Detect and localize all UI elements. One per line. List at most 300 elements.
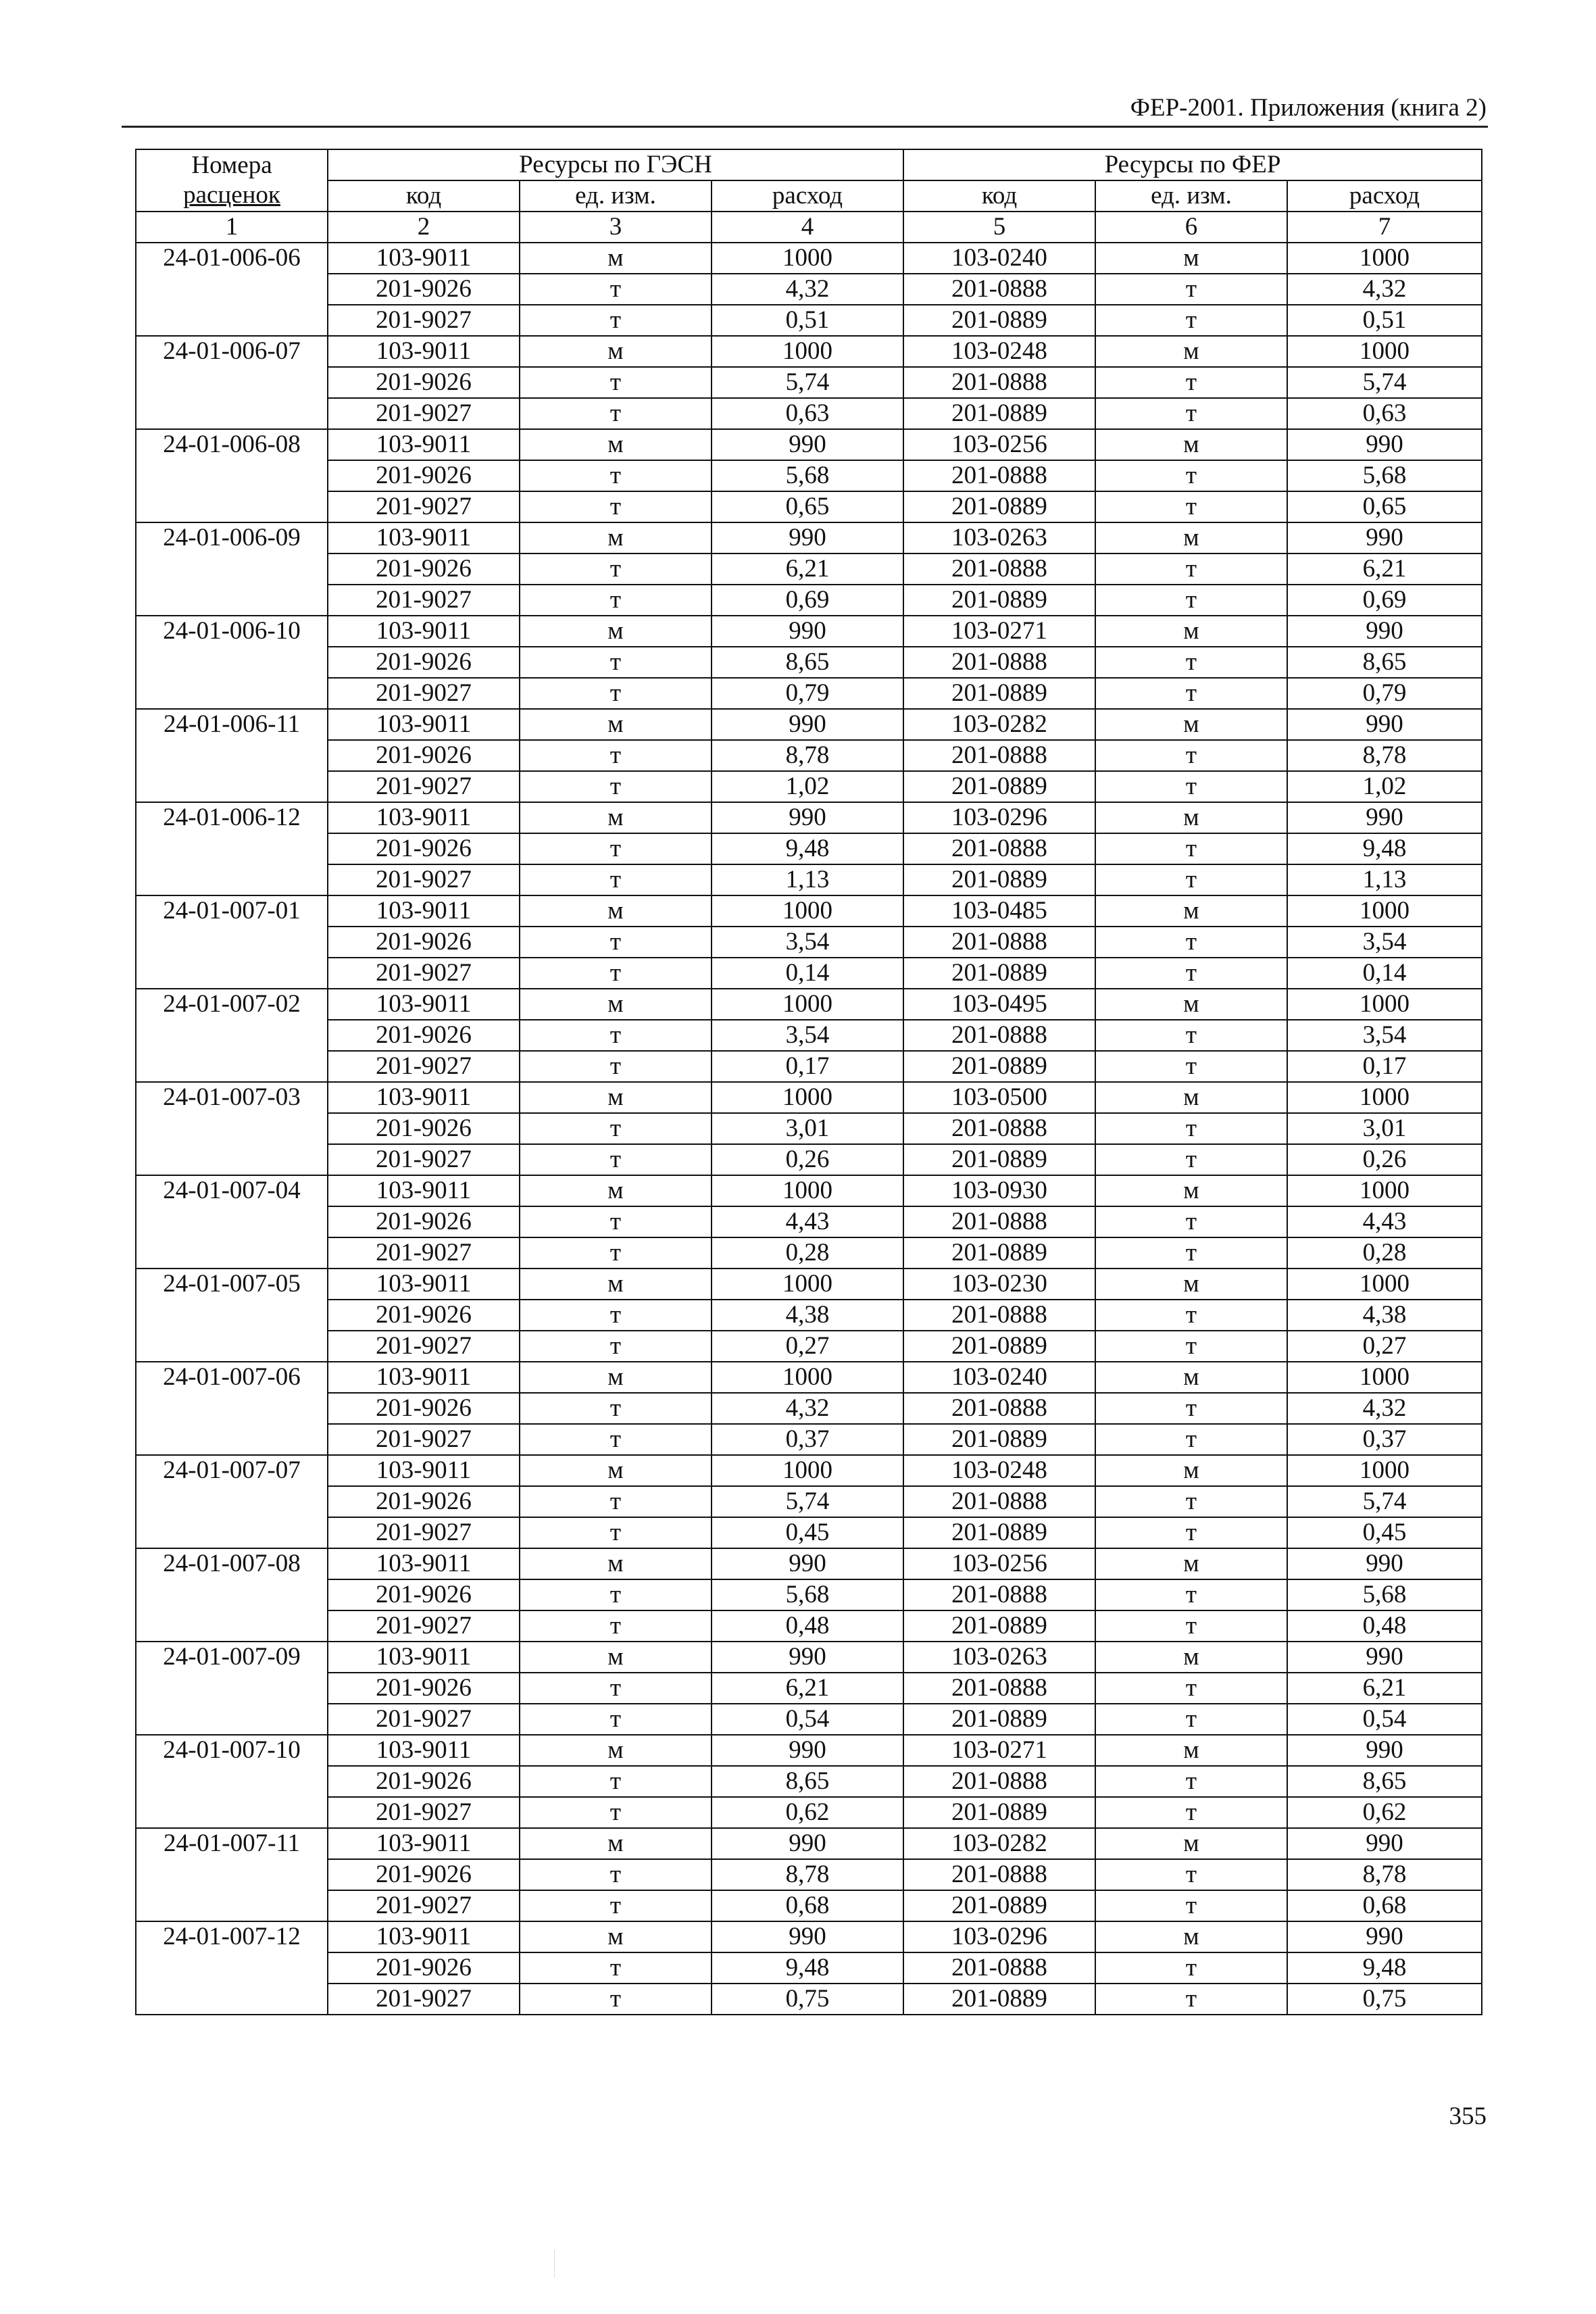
fer-unit-cell: м [1095,1175,1287,1206]
gesn-unit-cell: т [520,678,712,709]
gesn-unit-cell: т [520,1766,712,1797]
fer-code-cell: 103-0485 [903,895,1095,927]
table-row [136,927,1482,958]
table-row [136,1984,1482,2015]
gesn-unit-cell: м [520,429,712,460]
fer-unit-header: ед. изм. [1095,180,1287,212]
fer-amount-header: расход [1287,180,1482,212]
gesn-unit-cell: т [520,771,712,802]
gesn-amount-cell: 5,68 [712,1579,903,1610]
table-row [136,678,1482,709]
fer-unit-cell: т [1095,305,1287,336]
gesn-amount-cell: 3,54 [712,1020,903,1051]
fer-code-cell: 201-0888 [903,1766,1095,1797]
table-row [136,274,1482,305]
fer-unit-cell: т [1095,1859,1287,1890]
gesn-amount-cell: 6,21 [712,553,903,585]
gesn-code-cell: 201-9026 [328,553,520,585]
rate-number-cell: 24-01-006-10 [136,616,328,709]
fer-amount-cell: 990 [1287,522,1482,553]
gesn-code-cell: 201-9027 [328,491,520,522]
gesn-amount-cell: 8,78 [712,1859,903,1890]
fer-unit-cell: т [1095,460,1287,491]
column-number: 4 [712,212,903,243]
rate-number-cell: 24-01-007-10 [136,1735,328,1828]
gesn-code-cell: 201-9026 [328,274,520,305]
fer-unit-cell: т [1095,771,1287,802]
fer-code-cell: 201-0888 [903,1859,1095,1890]
gesn-amount-cell: 5,68 [712,460,903,491]
fer-amount-cell: 8,78 [1287,740,1482,771]
fer-amount-cell: 1000 [1287,1269,1482,1300]
gesn-unit-cell: т [520,274,712,305]
fer-amount-cell: 4,32 [1287,1393,1482,1424]
table-row [136,740,1482,771]
table-row [136,1517,1482,1548]
fer-amount-cell: 0,75 [1287,1984,1482,2015]
gesn-amount-cell: 3,01 [712,1113,903,1144]
fer-code-cell: 201-0888 [903,740,1095,771]
gesn-unit-cell: т [520,460,712,491]
fer-amount-cell: 1,13 [1287,864,1482,895]
fer-unit-cell: т [1095,398,1287,429]
table-row [136,1144,1482,1175]
fer-unit-cell: т [1095,958,1287,989]
gesn-amount-cell: 990 [712,1735,903,1766]
gesn-amount-cell: 8,65 [712,1766,903,1797]
table-row [136,1921,1482,1952]
fer-code-cell: 103-0256 [903,1548,1095,1579]
table-row [136,336,1482,367]
table-row [136,1206,1482,1237]
table-row [136,647,1482,678]
gesn-amount-cell: 990 [712,1921,903,1952]
gesn-code-cell: 103-9011 [328,429,520,460]
gesn-code-cell: 103-9011 [328,1735,520,1766]
fer-code-cell: 103-0248 [903,1455,1095,1486]
fer-amount-cell: 4,38 [1287,1300,1482,1331]
gesn-code-cell: 103-9011 [328,895,520,927]
gesn-unit-cell: т [520,1113,712,1144]
table-row [136,367,1482,398]
gesn-code-cell: 201-9027 [328,1797,520,1828]
gesn-amount-cell: 4,32 [712,1393,903,1424]
gesn-unit-cell: м [520,1921,712,1952]
fer-unit-cell: т [1095,1051,1287,1082]
fer-unit-cell: м [1095,243,1287,274]
fer-code-cell: 201-0889 [903,491,1095,522]
gesn-amount-cell: 4,43 [712,1206,903,1237]
rate-number-cell: 24-01-007-03 [136,1082,328,1175]
rate-number-cell: 24-01-006-06 [136,243,328,336]
gesn-unit-cell: т [520,1144,712,1175]
gesn-amount-cell: 0,68 [712,1890,903,1921]
table-row [136,305,1482,336]
fer-unit-cell: м [1095,429,1287,460]
fer-unit-cell: м [1095,989,1287,1020]
fer-code-cell: 201-0889 [903,1237,1095,1269]
fer-code-cell: 103-0282 [903,1828,1095,1859]
gesn-unit-cell: т [520,1797,712,1828]
fer-unit-cell: т [1095,1424,1287,1455]
gesn-unit-cell: м [520,895,712,927]
fer-unit-cell: т [1095,1020,1287,1051]
gesn-code-cell: 201-9027 [328,1424,520,1455]
rate-number-cell: 24-01-006-08 [136,429,328,522]
table-row [136,460,1482,491]
gesn-code-cell: 201-9027 [328,1051,520,1082]
fer-amount-cell: 5,74 [1287,1486,1482,1517]
fer-unit-cell: м [1095,616,1287,647]
table-row [136,771,1482,802]
gesn-unit-cell: м [520,989,712,1020]
column-number-row [136,212,1482,243]
fer-unit-cell: м [1095,1455,1287,1486]
gesn-unit-cell: т [520,1704,712,1735]
fer-amount-cell: 3,54 [1287,1020,1482,1051]
gesn-amount-cell: 1000 [712,243,903,274]
gesn-amount-cell: 0,75 [712,1984,903,2015]
gesn-amount-cell: 1000 [712,1082,903,1113]
gesn-code-cell: 201-9027 [328,1144,520,1175]
gesn-code-cell: 201-9026 [328,927,520,958]
table-row [136,1486,1482,1517]
gesn-amount-cell: 1000 [712,989,903,1020]
fer-amount-cell: 9,48 [1287,1952,1482,1984]
fer-amount-cell: 0,79 [1287,678,1482,709]
column-number: 6 [1095,212,1287,243]
rate-number-cell: 24-01-007-01 [136,895,328,989]
table-row [136,1331,1482,1362]
gesn-amount-cell: 1,13 [712,864,903,895]
gesn-unit-cell: т [520,647,712,678]
rate-number-cell: 24-01-007-06 [136,1362,328,1455]
gesn-unit-cell: м [520,1828,712,1859]
fer-code-cell: 103-0263 [903,1642,1095,1673]
fer-amount-cell: 990 [1287,1548,1482,1579]
gesn-unit-cell: м [520,802,712,833]
gesn-code-cell: 103-9011 [328,709,520,740]
gesn-amount-cell: 4,32 [712,274,903,305]
fer-code-cell: 201-0889 [903,1424,1095,1455]
fer-unit-cell: т [1095,1704,1287,1735]
fer-unit-cell: т [1095,1579,1287,1610]
fer-unit-cell: м [1095,1548,1287,1579]
gesn-code-cell: 201-9026 [328,1113,520,1144]
gesn-amount-cell: 8,78 [712,740,903,771]
gesn-amount-cell: 4,38 [712,1300,903,1331]
gesn-code-cell: 103-9011 [328,243,520,274]
gesn-code-cell: 201-9027 [328,1984,520,2015]
fer-amount-cell: 0,27 [1287,1331,1482,1362]
fer-unit-cell: т [1095,1331,1287,1362]
fer-code-cell: 103-0930 [903,1175,1095,1206]
gesn-code-cell: 201-9027 [328,398,520,429]
fer-amount-cell: 1000 [1287,989,1482,1020]
fer-code-cell: 201-0888 [903,1486,1095,1517]
table-row [136,522,1482,553]
fer-unit-cell: т [1095,1890,1287,1921]
gesn-code-cell: 103-9011 [328,989,520,1020]
gesn-code-cell: 103-9011 [328,1455,520,1486]
gesn-unit-cell: м [520,336,712,367]
gesn-unit-cell: т [520,585,712,616]
fer-code-cell: 201-0889 [903,1610,1095,1642]
gesn-code-cell: 201-9027 [328,1610,520,1642]
table-row [136,1300,1482,1331]
gesn-unit-cell: т [520,864,712,895]
table-row [136,616,1482,647]
fer-amount-cell: 3,01 [1287,1113,1482,1144]
fer-code-cell: 103-0282 [903,709,1095,740]
gesn-code-cell: 103-9011 [328,1921,520,1952]
fer-unit-cell: т [1095,1797,1287,1828]
fer-amount-cell: 0,28 [1287,1237,1482,1269]
fer-unit-cell: т [1095,1673,1287,1704]
fer-code-cell: 201-0889 [903,398,1095,429]
gesn-amount-cell: 0,26 [712,1144,903,1175]
rate-number-cell: 24-01-007-04 [136,1175,328,1269]
gesn-unit-cell: м [520,1735,712,1766]
column-number: 1 [136,212,328,243]
gesn-unit-cell: м [520,616,712,647]
table-row [136,243,1482,274]
gesn-code-cell: 201-9027 [328,678,520,709]
fer-unit-cell: т [1095,1393,1287,1424]
table-row [136,1704,1482,1735]
fer-amount-cell: 0,54 [1287,1704,1482,1735]
gesn-unit-cell: т [520,1673,712,1704]
table-row [136,1579,1482,1610]
gesn-amount-cell: 990 [712,1828,903,1859]
gesn-unit-cell: м [520,1455,712,1486]
gesn-amount-cell: 0,37 [712,1424,903,1455]
fer-amount-cell: 3,54 [1287,927,1482,958]
gesn-code-cell: 201-9026 [328,460,520,491]
rate-number-cell: 24-01-006-09 [136,522,328,616]
fer-code-cell: 201-0889 [903,1890,1095,1921]
gesn-code-cell: 201-9026 [328,833,520,864]
table-header [136,149,1482,243]
fer-unit-cell: м [1095,1921,1287,1952]
table-row [136,1642,1482,1673]
rate-number-cell: 24-01-007-09 [136,1642,328,1735]
gesn-amount-cell: 1000 [712,1175,903,1206]
gesn-code-cell: 201-9027 [328,771,520,802]
fer-unit-cell: т [1095,1486,1287,1517]
fer-unit-cell: м [1095,522,1287,553]
fer-unit-cell: м [1095,895,1287,927]
table-row [136,864,1482,895]
gesn-unit-cell: м [520,1642,712,1673]
table-row [136,1424,1482,1455]
gesn-unit-cell: м [520,1082,712,1113]
gesn-group-header: Ресурсы по ГЭСН [328,149,903,180]
fer-unit-cell: т [1095,274,1287,305]
gesn-code-cell: 201-9026 [328,1579,520,1610]
table-row [136,1175,1482,1206]
gesn-unit-cell: т [520,1984,712,2015]
table-row [136,553,1482,585]
gesn-unit-cell: м [520,709,712,740]
fer-amount-cell: 4,32 [1287,274,1482,305]
gesn-unit-cell: т [520,1859,712,1890]
fer-amount-cell: 6,21 [1287,1673,1482,1704]
column-number: 5 [903,212,1095,243]
fer-code-cell: 201-0888 [903,1579,1095,1610]
fer-code-cell: 201-0888 [903,553,1095,585]
fer-amount-cell: 1000 [1287,1175,1482,1206]
gesn-code-cell: 201-9026 [328,367,520,398]
running-head: ФЕР-2001. Приложения (книга 2) [1130,94,1487,122]
fer-amount-cell: 1,02 [1287,771,1482,802]
fer-amount-cell: 990 [1287,429,1482,460]
fer-unit-cell: т [1095,864,1287,895]
fer-amount-cell: 990 [1287,1642,1482,1673]
gesn-unit-cell: т [520,491,712,522]
fer-amount-cell: 990 [1287,1828,1482,1859]
gesn-code-cell: 103-9011 [328,1642,520,1673]
gesn-amount-cell: 990 [712,802,903,833]
table-row [136,709,1482,740]
gesn-unit-cell: т [520,833,712,864]
gesn-code-cell: 103-9011 [328,1082,520,1113]
table-row [136,1362,1482,1393]
gesn-unit-cell: т [520,305,712,336]
table-row [136,1020,1482,1051]
fer-code-cell: 103-0248 [903,336,1095,367]
gesn-unit-cell: м [520,522,712,553]
fer-unit-cell: т [1095,740,1287,771]
gesn-amount-cell: 9,48 [712,833,903,864]
table-row [136,1237,1482,1269]
fer-code-cell: 201-0889 [903,864,1095,895]
gesn-unit-cell: т [520,1486,712,1517]
table-row [136,1113,1482,1144]
fer-unit-cell: т [1095,1517,1287,1548]
gesn-unit-cell: т [520,1952,712,1984]
gesn-unit-cell: т [520,1517,712,1548]
fer-group-header: Ресурсы по ФЕР [903,149,1482,180]
rates-column-header [136,149,328,212]
rates-label-line1: Номера [191,151,272,179]
fer-amount-cell: 990 [1287,802,1482,833]
gesn-code-cell: 201-9027 [328,1237,520,1269]
fer-amount-cell: 5,68 [1287,1579,1482,1610]
table-row [136,429,1482,460]
fer-code-cell: 103-0240 [903,1362,1095,1393]
fer-unit-cell: т [1095,1300,1287,1331]
rate-number-cell: 24-01-007-12 [136,1921,328,2015]
fer-code-cell: 201-0889 [903,958,1095,989]
fer-unit-cell: т [1095,1610,1287,1642]
fer-unit-cell: т [1095,647,1287,678]
fer-amount-cell: 990 [1287,1921,1482,1952]
table-row [136,1269,1482,1300]
rate-number-cell: 24-01-006-07 [136,336,328,429]
fer-amount-cell: 0,69 [1287,585,1482,616]
table-row [136,1673,1482,1704]
fer-unit-cell: т [1095,1766,1287,1797]
fer-amount-cell: 6,21 [1287,553,1482,585]
fer-amount-cell: 1000 [1287,1362,1482,1393]
gesn-amount-cell: 1000 [712,1362,903,1393]
fer-unit-cell: т [1095,585,1287,616]
gesn-amount-cell: 0,65 [712,491,903,522]
table-row [136,989,1482,1020]
gesn-unit-cell: т [520,1020,712,1051]
fer-amount-cell: 1000 [1287,1455,1482,1486]
fer-unit-cell: м [1095,1362,1287,1393]
fer-unit-cell: т [1095,553,1287,585]
fer-code-cell: 103-0296 [903,1921,1095,1952]
fer-unit-cell: м [1095,802,1287,833]
fer-code-cell: 201-0889 [903,1331,1095,1362]
fer-code-cell: 201-0888 [903,833,1095,864]
fer-code-cell: 103-0271 [903,1735,1095,1766]
gesn-amount-cell: 3,54 [712,927,903,958]
fer-unit-cell: т [1095,1144,1287,1175]
table-row [136,1797,1482,1828]
rate-number-cell: 24-01-006-11 [136,709,328,802]
gesn-unit-cell: м [520,1362,712,1393]
gesn-unit-cell: т [520,1890,712,1921]
gesn-code-cell: 103-9011 [328,1362,520,1393]
fer-code-cell: 201-0888 [903,367,1095,398]
gesn-code-cell: 201-9026 [328,740,520,771]
fer-amount-cell: 0,17 [1287,1051,1482,1082]
gesn-amount-cell: 0,51 [712,305,903,336]
table-row [136,398,1482,429]
fer-code-cell: 201-0889 [903,305,1095,336]
column-number: 3 [520,212,712,243]
fer-code-cell: 201-0888 [903,1300,1095,1331]
gesn-code-cell: 201-9026 [328,1206,520,1237]
resource-table [135,149,1482,2015]
gesn-code-header: код [328,180,520,212]
fer-amount-cell: 0,26 [1287,1144,1482,1175]
table-row [136,1890,1482,1921]
table-row [136,1766,1482,1797]
gesn-unit-cell: т [520,1610,712,1642]
table-row [136,958,1482,989]
fer-code-cell: 201-0888 [903,1113,1095,1144]
gesn-code-cell: 201-9027 [328,864,520,895]
fer-code-cell: 103-0271 [903,616,1095,647]
table-row [136,1828,1482,1859]
fer-amount-cell: 0,14 [1287,958,1482,989]
gesn-unit-cell: т [520,1424,712,1455]
fer-amount-cell: 0,51 [1287,305,1482,336]
gesn-unit-cell: т [520,398,712,429]
gesn-unit-cell: т [520,367,712,398]
fer-code-cell: 103-0230 [903,1269,1095,1300]
fer-amount-cell: 8,65 [1287,1766,1482,1797]
table-row [136,491,1482,522]
fer-code-cell: 201-0889 [903,771,1095,802]
page-number: 355 [1449,2102,1487,2130]
fer-unit-cell: т [1095,491,1287,522]
rate-number-cell: 24-01-007-11 [136,1828,328,1921]
fer-amount-cell: 1000 [1287,336,1482,367]
fer-code-cell: 201-0889 [903,1984,1095,2015]
fer-unit-cell: м [1095,1735,1287,1766]
gesn-amount-cell: 0,69 [712,585,903,616]
gesn-code-cell: 201-9026 [328,1952,520,1984]
fer-unit-cell: т [1095,1206,1287,1237]
gesn-amount-cell: 1,02 [712,771,903,802]
gesn-code-cell: 103-9011 [328,802,520,833]
